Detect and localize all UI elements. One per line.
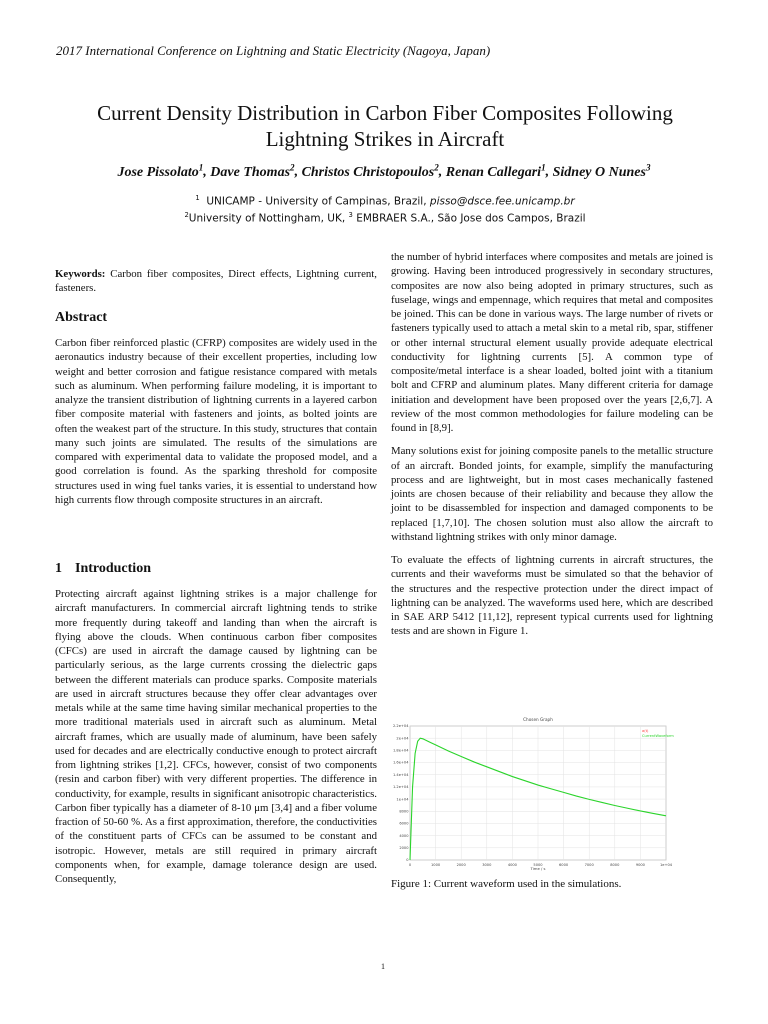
y-tick-label: 1.4e+04 (392, 772, 409, 777)
author: Dave Thomas$^2$ (210, 162, 295, 180)
y-tick-label: 1.8e+04 (392, 748, 409, 753)
x-tick-label: 4000 (507, 863, 517, 867)
paragraph: Many solutions exist for joining composite panels to the metallic structure of an aircraft. Bonded joints, for example, simplify the manufacturing process and are lightweight, but in most cases mechanically fastened joints are chosen because of their reliability and because they allow the joint to be disassembled for inspection and damaged components to be replaced [1,7,10]. The chosen solution must also allow the aircraft to withstand lightning strikes with only minor damage. (391, 445, 713, 543)
x-tick-label: 3000 (482, 863, 492, 867)
title-line-2: Lightning Strikes in Aircraft (265, 127, 505, 151)
x-axis-label: Time / s (530, 866, 546, 871)
x-tick-label: 0 (408, 863, 412, 867)
x-tick-label: 1000 (431, 863, 441, 867)
abstract-heading: Abstract (55, 310, 108, 325)
x-tick-label: 6000 (559, 863, 569, 867)
paragraph: To evaluate the effects of lightning currents in aircraft structures, the currents and their waveforms must be simulated so that the behavior of the structures and the respective protection under the direct impact of lightning can be analyzed. The waveforms used here, which are described in SAE ARP 5412 [11,12], represent typical currents used for lightning tests and are shown in Figure 1. (391, 554, 713, 638)
waveform-chart (392, 714, 674, 874)
y-tick-label: 2e+04 (396, 736, 409, 741)
legend-entry: CurrentWaveform (642, 734, 674, 738)
chart-title: Chosen Graph (523, 717, 553, 722)
y-tick-label: 0 (406, 858, 409, 863)
intro-body: Protecting aircraft against lightning strikes is a major challenge for aircraft manufacturers. In commercial aircraft lightning tends to strike more frequently during takeoff and landing than when the aircraft is flying above the clouds. When continuous carbon fiber composites (CFCs) are used in aircraft the damage caused by lightning can be particularly serious, as the large currents crossing the dielectric gaps between the different materials can produce sparks. Composite materials are used in aircraft structures because they offer clear advantages over metals while at the same time having similar mechanical properties to the more traditional materials used in aircraft such as aluminum. Metal aircraft frames, which are usually made of aluminum, have been safely used for decades and are electrically conductive enough to protect aircraft from lightning strikes [1,2]. CFCs, however, consist of two components (resin and carbon fiber) with very different properties. The difference in conductivity, for example, results in significant anisotropic characteristics. Carbon fiber typically has a diameter of 8-10 μm [3,4] and a fiber volume fraction of 50-60 %. As a first approximation, therefore, the conductivities of the constituent parts of CFCs can be assumed to be constant and isotropic. However, metals are still required in primary aircraft components when, for example, damage tolerance design are used. Consequently, (55, 588, 377, 885)
y-tick-label: 2.2e+04 (392, 724, 409, 729)
x-tick-label: 1e+04 (659, 863, 673, 867)
x-tick-label: 5000 (533, 863, 543, 867)
x-tick-label: 9000 (635, 863, 645, 867)
legend-entry: a(t) (642, 729, 649, 733)
x-tick-label: 8000 (610, 863, 620, 867)
author: Jose Pissolato$^1$ (117, 162, 204, 180)
keywords: Keywords: Carbon fiber composites, Direct effects, Lightning current, fasteners. (55, 268, 377, 295)
abstract-body: Carbon fiber reinforced plastic (CFRP) composites are widely used in the aeronautics industry because of their excellent properties, including low weight and better corrosion and fatigue resistance compared with metals such as aluminum. When performing failure modeling, it is important to analyze the transient distribution of lightning currents in a layered carbon fiber composite material with fasteners and joints, as bolted joints are often the weakest part of the structure. In this study, structures that contain many such joints are simulated. The results of the simulations are compared with experimental data to validate the proposed model, and a good correlation is found. As the sparking threshold for composite structures used in wing fuel tanks varies, it is essential to understand how high currents flow through composite structures in an aircraft. (55, 337, 377, 506)
conference-header: 2017 International Conference on Lightning and Static Electricity (Nagoya, Japan) (56, 43, 491, 58)
x-tick-label: 2000 (456, 863, 466, 867)
affiliation-2: $^2$University of Nottingham, UK, $^3$ EMBRAER S.A., São Jose dos Campos, Brazil (184, 211, 586, 225)
paper-title (40, 100, 730, 152)
title-line-1: Current Density Distribution in Carbon Fiber Composites Following (97, 101, 673, 125)
right-column (391, 250, 713, 648)
y-tick-label: 1e+04 (396, 797, 409, 802)
y-tick-label: 4000 (399, 833, 409, 838)
author-email: pisso@dsce.fee.unicamp.br (429, 195, 575, 208)
y-tick-label: 1.2e+04 (392, 785, 409, 790)
author-list: Jose Pissolato$^1$, Dave Thomas$^2$, Christos Christopoulos$^2$, Renan Callegari$^1$, Sidney O Nunes$^3$ (117, 162, 651, 180)
x-tick-label: 7000 (584, 863, 594, 867)
keywords-label: Keywords: (55, 268, 106, 280)
figure-caption: Figure 1: Current waveform used in the simulations. (391, 878, 622, 890)
y-tick-label: 8000 (399, 809, 409, 814)
author: Christos Christopoulos$^2$ (301, 162, 439, 180)
y-tick-label: 6000 (399, 821, 409, 826)
page-number: 1 (381, 962, 385, 971)
y-tick-label: 1.6e+04 (392, 760, 409, 765)
paragraph: the number of hybrid interfaces where composites and metals are joined is growing. Having been introduced progressively in secondary structures, composites are now also being adopted in primary structures, such as fuselage, wings and empennage, which requires that metal and composites be joined. This can be done in various ways. The large number of rivets or fasteners typically used to attach a metal skin to a metal rib, spar, stiffener or other internal structural element usually provide adequate electrical conductivity for lightning currents [5]. A common type of composite/metal interface is a shear loaded, bolted joint with a titanium bolt and CFRP and aluminum plates. Many different criteria for damage initiation and development have been proposed over the years [2,6,7]. A review of the most common methodologies for failure modeling can be found in [8,9]. (391, 251, 713, 434)
y-tick-label: 2000 (399, 846, 409, 851)
affiliation-1: $^1$ UNICAMP - University of Campinas, Brazil, pisso@dsce.fee.unicamp.br (195, 194, 575, 208)
author: Renan Callegari$^1$ (445, 162, 546, 180)
author: Sidney O Nunes$^3$ (552, 162, 651, 180)
intro-heading: 1 Introduction (55, 561, 151, 576)
